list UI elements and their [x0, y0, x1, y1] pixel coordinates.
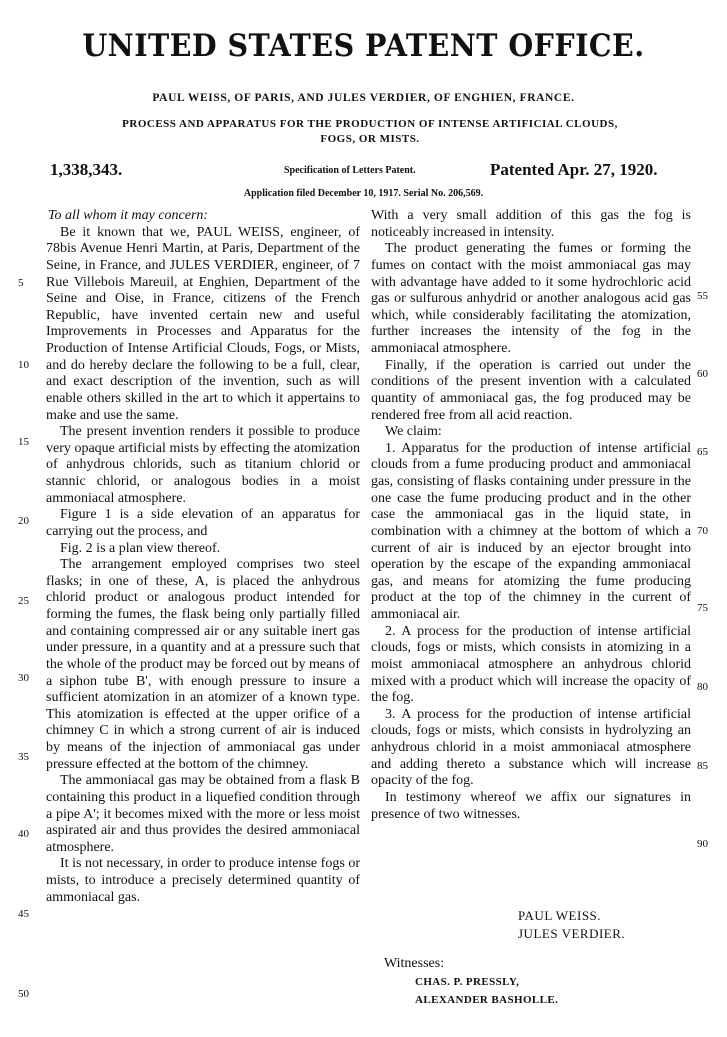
claim-1: 1. Apparatus for the production of intense artificial clouds from a fume producing product and ammoniacal gas, consisting of flasks containing under pressure in the one case the fume producing product and in the other case the ammoniacal gas in the liquid state, in combination with a chimney at the bottom of which a current of air is induced by an ejector brought into operation by the escape of the expanding ammoniacal gas, and means for atomizing the fume producing product at the top of the chimney in the current of ammoniacal air. — [371, 440, 691, 622]
claim-3: 3. A process for the production of intense artificial clouds, fogs or mists, which consists in hydrolyzing an anhydrous chlorid in a moist ammoniacal atmosphere and adding thereto a substance which will increase opacity of the fog. — [371, 706, 691, 789]
testimony-clause: In testimony whereof we affix our signatures in presence of two witnesses. — [371, 789, 691, 822]
line-number: 65 — [697, 446, 708, 458]
patent-number: 1,338,343. — [50, 160, 123, 179]
application-line: Application filed December 10, 1917. Serial No. 206,569. — [243, 188, 484, 199]
paragraph: Fig. 2 is a plan view thereof. — [60, 540, 221, 556]
line-number: 70 — [697, 525, 708, 537]
line-number: 15 — [18, 436, 29, 448]
office-heading: UNITED STATES PATENT OFFICE. — [82, 28, 645, 64]
paragraph: Finally, if the operation is carried out under the conditions of the present invention with a calculated quantity of ammoniacal gas, the fog produced may be rendered free from all acid reaction. — [371, 357, 691, 423]
line-number: 40 — [18, 828, 29, 840]
paragraph: The product generating the fumes or forming the fumes on contact with the moist ammoniacal gas may with advantage have added to it some hydrochloric acid gas or sulfurous anhydrid or another analogous acid gas which, while considerably facilitating the atomization, further increases the intensity of the fog in the ammoniacal atmosphere. — [371, 241, 691, 356]
line-number: 45 — [18, 908, 29, 920]
patent-title — [40, 117, 700, 147]
line-number: 30 — [18, 672, 29, 684]
signature-paul-weiss: PAUL WEISS. — [518, 908, 602, 923]
salutation: To all whom it may concern: — [48, 208, 209, 223]
paragraph: The arrangement employed comprises two steel flasks; in one of these, A, is placed the anhydrous chlorid product or analogous product intended for forming the fumes, the flask being only partially filled and containing compressed air or any suitable inert gas under pressure, in a quantity and at a pressure such that the whole of the product may be forced out by means of a siphon tube B', with enough pressure to insure a sufficient atomization in an atomizer of a known type. This atomization is effected at the upper orifice of a chimney C in which a strong current of air is induced by means of the injection of ammoniacal gas under pressure effected at the bottom of the chimney. — [46, 557, 360, 772]
paragraph: It is not necessary, in order to produce intense fogs or mists, to introduce a precisely determined quantity of ammoniacal gas. — [46, 856, 360, 905]
paragraph: Figure 1 is a side elevation of an apparatus for carrying out the process, and — [46, 507, 360, 539]
line-number: 85 — [697, 760, 708, 772]
paragraph: The ammoniacal gas may be obtained from a flask B containing this product in a liquefied condition through a pipe A'; it becomes mixed with the more or less moist aspirated air and thus provides the desired ammoniacal atmosphere. — [46, 773, 360, 855]
line-number: 5 — [18, 277, 24, 289]
title-line-2: FOGS, OR MISTS. — [320, 133, 420, 145]
line-number: 60 — [697, 368, 708, 380]
paragraph: Be it known that we, PAUL WEISS, engineer, of 78bis Avenue Henri Martin, at Paris, Department of the Seine, in France, and JULES VERDIER, engineer, of 7 Rue Villebois Mareuil, at Enghien, Department of the Seine and Oise, in France, citizens of the French Republic, have invented certain new and useful Improvements in Processes and Apparatus for the Production of Intense Artificial Clouds, Fogs, or Mists, and do hereby declare the following to be a full, clear, and exact description of the invention, such as will enable others skilled in the art to which it appertains to make and use the same. — [46, 224, 360, 423]
line-number: 55 — [697, 290, 708, 302]
specification-label: Specification of Letters Patent. — [284, 165, 416, 176]
patented-date: Patented Apr. 27, 1920. — [490, 160, 658, 179]
line-number: 35 — [18, 751, 29, 763]
claim-heading: We claim: — [385, 424, 442, 440]
claim-2: 2. A process for the production of intense artificial clouds, fogs or mists, which consists in atomizing in a moist ammoniacal atmosphere an anhydrous chlorid mixed with a product which will increase the opacity of the fog. — [371, 623, 691, 706]
paragraph: With a very small addition of this gas the fog is noticeably increased in intensity. — [371, 208, 691, 240]
line-number: 25 — [18, 595, 29, 607]
signature-jules-verdier: JULES VERDIER. — [518, 926, 626, 941]
line-number: 10 — [18, 359, 29, 371]
paragraph: The present invention renders it possible to produce very opaque artificial mists by effecting the atomization of anhydrous chlorids, such as titanium chlorid or stannic chlorid, or analogous bodies in a moist ammoniacal atmosphere. — [46, 424, 360, 506]
line-number: 50 — [18, 988, 29, 1000]
line-number: 90 — [697, 838, 708, 850]
line-number: 20 — [18, 515, 29, 527]
left-column — [46, 208, 360, 906]
witness-2: ALEXANDER BASHOLLE. — [415, 994, 559, 1006]
line-number: 80 — [697, 681, 708, 693]
witness-1: CHAS. P. PRESSLY, — [415, 976, 520, 988]
right-column — [371, 208, 691, 823]
title-line-1: PROCESS AND APPARATUS FOR THE PRODUCTION OF INTENSE ARTIFICIAL CLOUDS, — [122, 118, 618, 130]
witnesses-label: Witnesses: — [384, 956, 445, 971]
line-number: 75 — [697, 602, 708, 614]
inventors-line: PAUL WEISS, OF PARIS, AND JULES VERDIER, OF ENGHIEN, FRANCE. — [152, 92, 575, 104]
